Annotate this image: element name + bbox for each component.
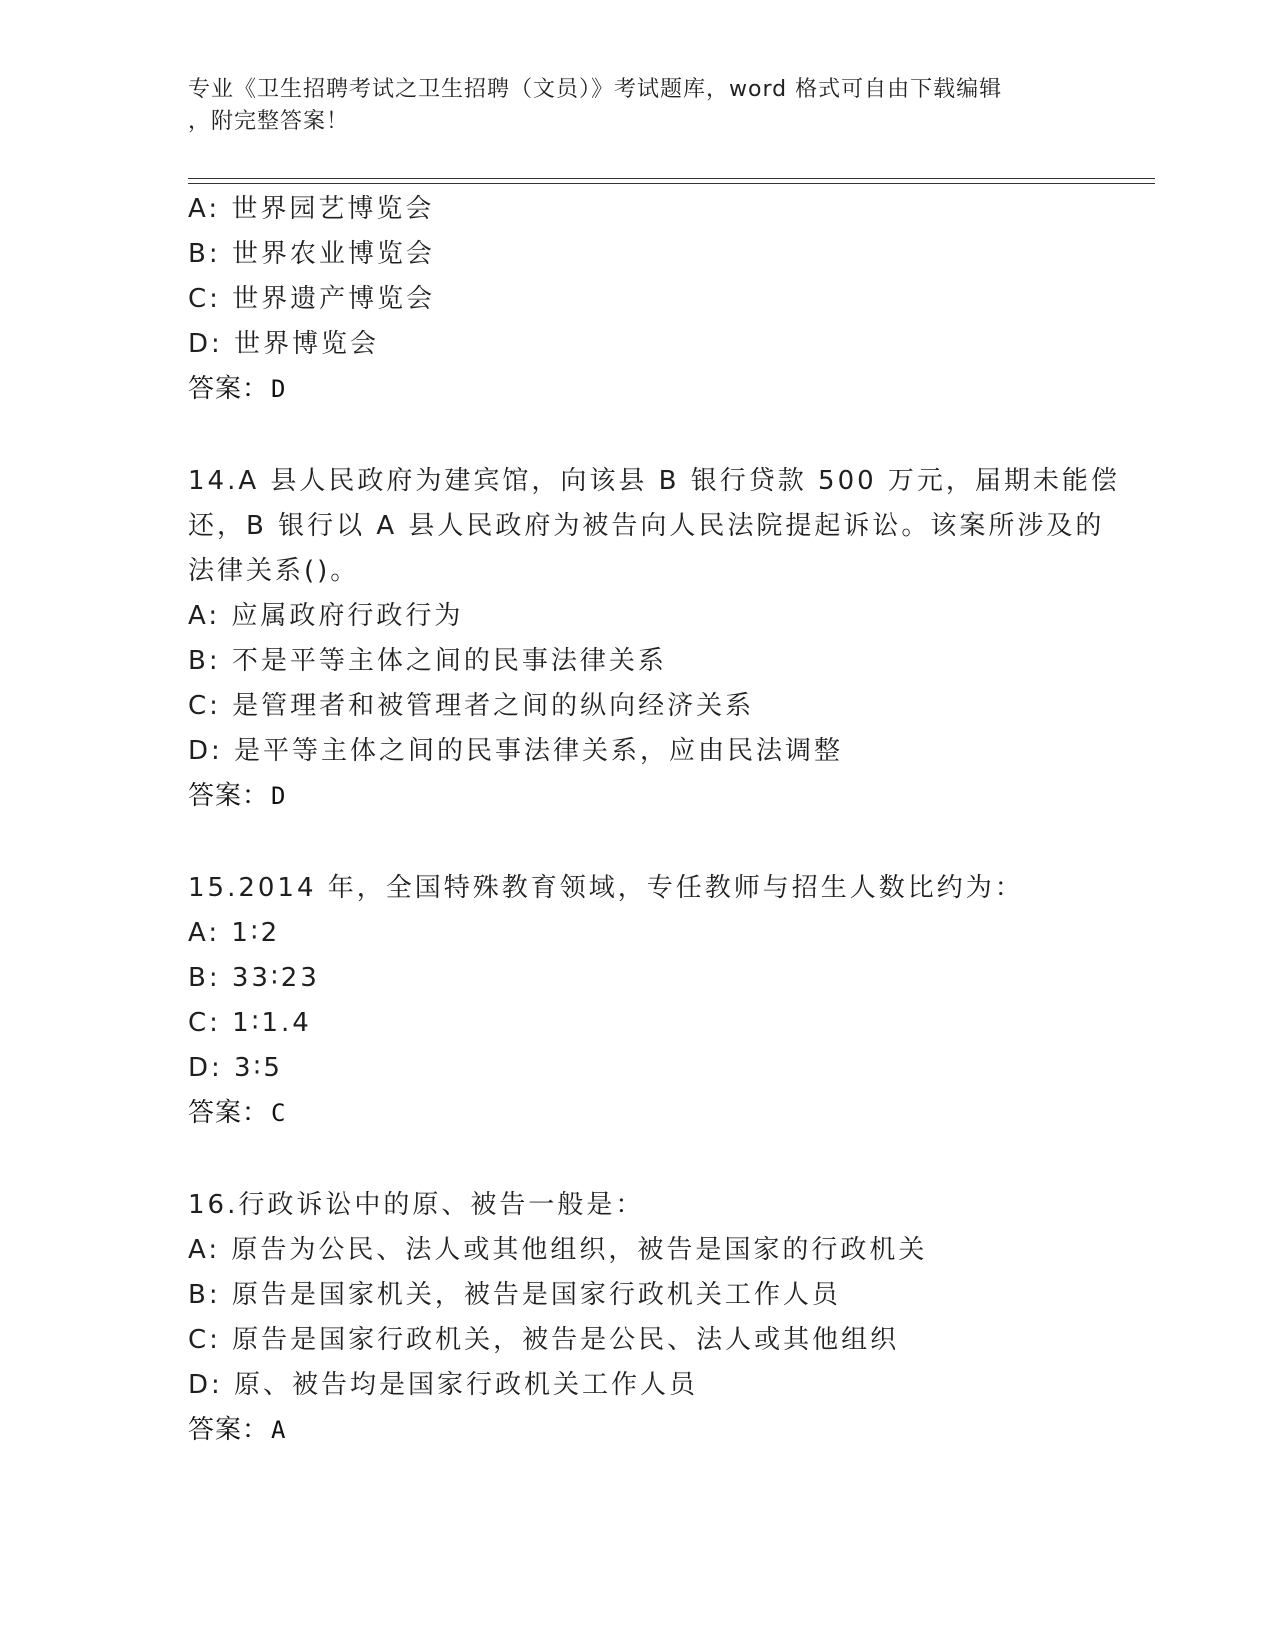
header-line-1: 专业《卫生招聘考试之卫生招聘（文员）》考试题库，word 格式可自由下载编辑 xyxy=(188,77,1003,102)
answer-label: 答案： xyxy=(188,374,270,404)
q15-option-a: A: 1∶2 xyxy=(188,918,281,948)
q16-option-b: B: 原告是国家机关，被告是国家行政机关工作人员 xyxy=(188,1280,841,1310)
q14-option-a: A: 应属政府行政行为 xyxy=(188,601,464,631)
q16-option-c: C: 原告是国家行政机关，被告是公民、法人或其他组织 xyxy=(188,1325,900,1355)
q13-option-b: B: 世界农业博览会 xyxy=(188,239,435,269)
answer-label: 答案： xyxy=(188,1098,270,1128)
header-line-2: ，附完整答案！ xyxy=(188,109,350,134)
q14-option-d: D: 是平等主体之间的民事法律关系，应由民法调整 xyxy=(188,736,844,766)
q16-answer xyxy=(188,1413,286,1447)
header-divider-bottom xyxy=(188,183,1155,184)
document-header xyxy=(188,74,1078,138)
q13-option-d: D: 世界博览会 xyxy=(188,329,380,359)
q13-option-a: A: 世界园艺博览会 xyxy=(188,194,435,224)
q14-option-b: B: 不是平等主体之间的民事法律关系 xyxy=(188,646,667,676)
q15-answer xyxy=(188,1096,286,1130)
q14-option-c: C: 是管理者和被管理者之间的纵向经济关系 xyxy=(188,691,755,721)
q15-option-d: D: 3∶5 xyxy=(188,1053,283,1083)
q14-stem-line-1: 14.A 县人民政府为建宾馆，向该县 B 银行贷款 500 万元，届期未能偿 xyxy=(188,466,1120,496)
q16-stem-line-1: 16.行政诉讼中的原、被告一般是： xyxy=(188,1190,645,1220)
q14-answer xyxy=(188,779,286,813)
q15-option-b: B: 33∶23 xyxy=(188,963,320,993)
q16-option-a: A: 原告为公民、法人或其他组织，被告是国家的行政机关 xyxy=(188,1235,928,1265)
answer-value: C xyxy=(271,1099,287,1127)
answer-value: D xyxy=(271,782,287,810)
q13-option-c: C: 世界遗产博览会 xyxy=(188,284,436,314)
header-divider-top xyxy=(188,178,1155,179)
answer-label: 答案： xyxy=(188,781,270,811)
q15-option-c: C: 1∶1.4 xyxy=(188,1008,312,1038)
q13-answer xyxy=(188,372,286,406)
q15-stem-line-1: 15.2014 年，全国特殊教育领域，专任教师与招生人数比约为： xyxy=(188,873,1024,903)
q14-stem-line-2: 还，B 银行以 A 县人民政府为被告向人民法院提起诉讼。该案所涉及的 xyxy=(188,511,1105,541)
q16-option-d: D: 原、被告均是国家行政机关工作人员 xyxy=(188,1370,699,1400)
answer-label: 答案： xyxy=(188,1415,270,1445)
answer-value: D xyxy=(271,375,287,403)
answer-value: A xyxy=(271,1416,287,1444)
q14-stem-line-3: 法律关系()。 xyxy=(188,556,360,586)
